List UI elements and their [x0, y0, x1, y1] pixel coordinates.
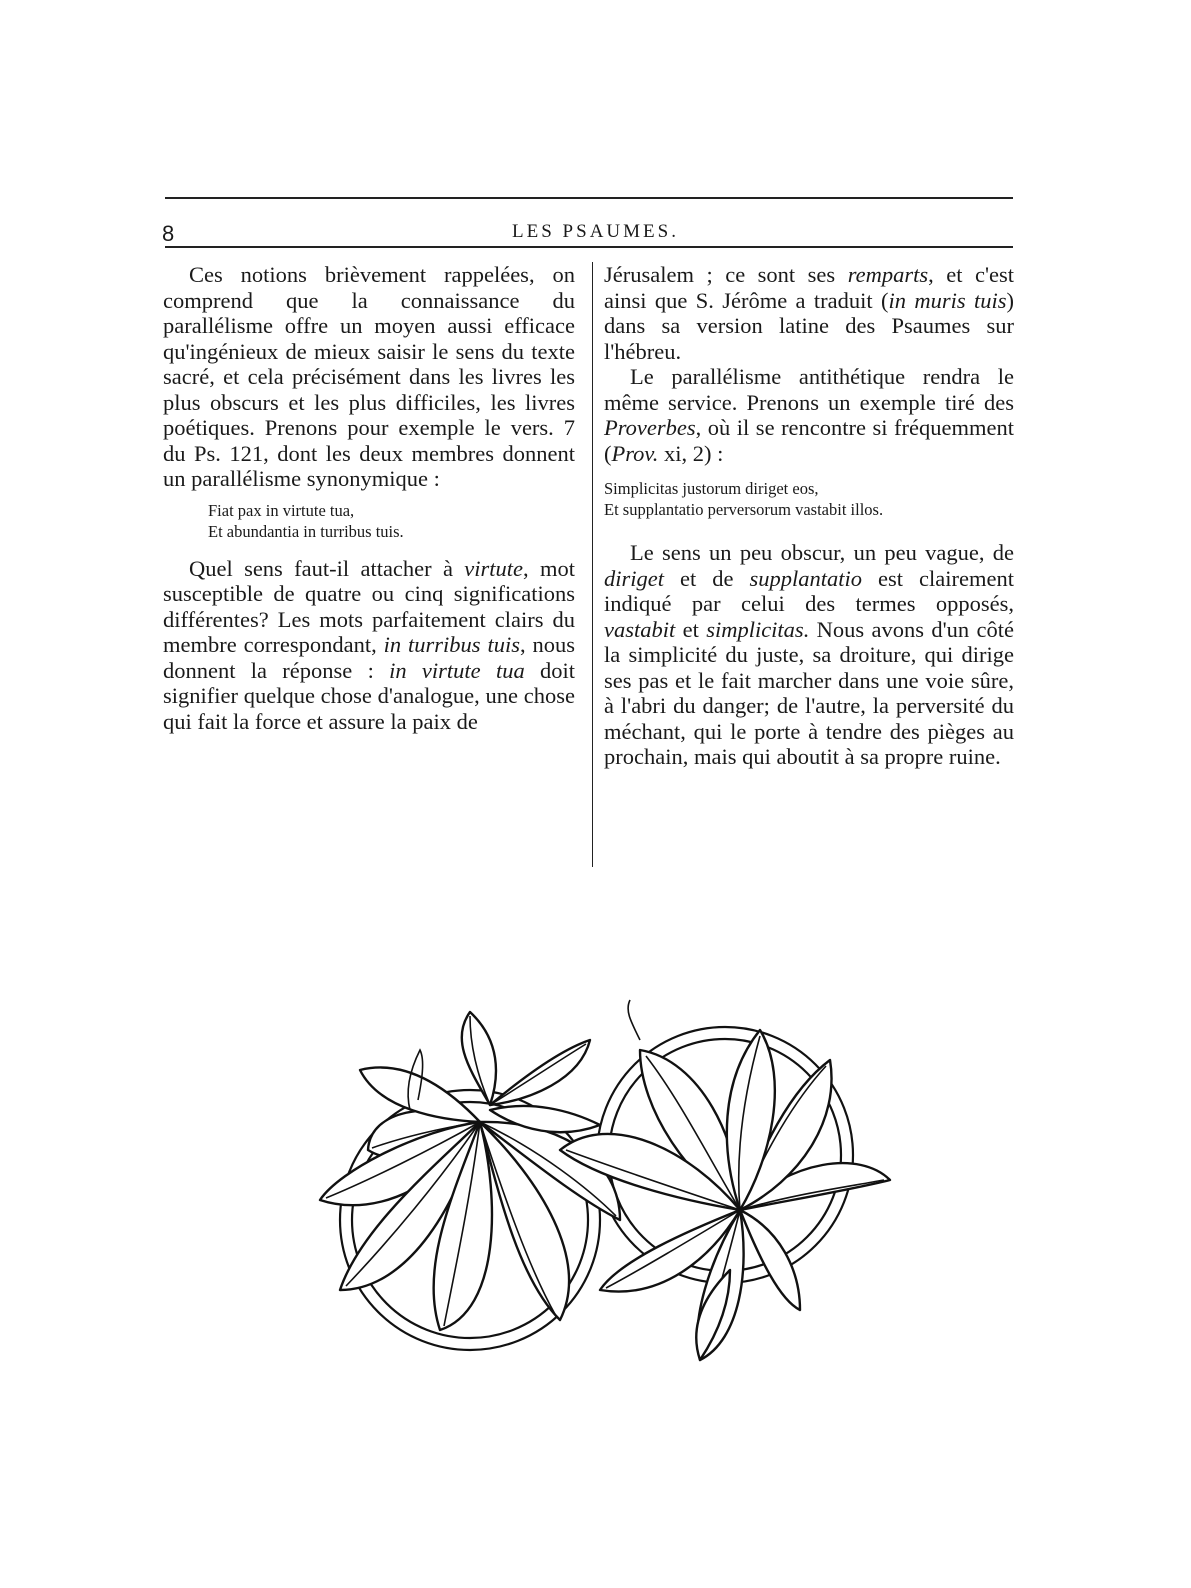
left-latin-quote	[163, 500, 575, 542]
column-divider	[592, 262, 593, 867]
header-rule-bottom	[165, 246, 1013, 248]
header-rule-top	[165, 197, 1013, 199]
left-ring-outer	[340, 1090, 600, 1350]
left-ring-inner	[352, 1102, 588, 1338]
page-number: 8	[162, 221, 175, 246]
left-quote-line-1: Fiat pax in virtute tua,	[208, 500, 355, 520]
left-rosette	[320, 1012, 620, 1330]
left-quote-line-2: Et abundantia in turribus tuis.	[208, 521, 404, 541]
running-title: LES PSAUMES.	[512, 221, 679, 242]
left-paragraph-2: Quel sens faut-il attacher à virtute, mot susceptible de quatre ou cinq significations différentes? Les mots parfaitement clairs du membre correspondant, in turribus tuis, nous donnent la réponse : in virtute tua doit signifier quelque chose d'analogue, une chose qui fait la force et assure la paix de	[163, 555, 575, 734]
right-latin-quote	[604, 478, 1014, 520]
right-rosette	[560, 1000, 890, 1360]
right-paragraph-2: Le parallélisme antithétique rendra le même service. Prenons un exemple tiré des Proverbes, où il se rencontre si fréquemment (Prov. xi, 2) :	[604, 364, 1014, 466]
right-column	[604, 262, 1014, 770]
left-column	[163, 262, 575, 734]
right-ring-outer	[597, 1027, 853, 1283]
right-paragraph-1: Jérusalem ; ce sont ses remparts, et c'est ainsi que S. Jérôme a traduit (in muris tuis) dans sa version latine des Psaumes sur l'hébreu.	[604, 262, 1014, 364]
right-quote-line-1: Simplicitas justorum diriget eos,	[604, 479, 819, 498]
right-quote-line-2: Et supplantatio perversorum vastabit illos.	[604, 500, 884, 519]
right-ring-inner	[609, 1039, 841, 1271]
right-paragraph-3: Le sens un peu obscur, un peu vague, de diriget et de supplantatio est clairement indiqué par celui des termes opposés, vastabit et simplicitas. Nous avons d'un côté la simplicité du juste, sa droiture, qui dirige ses pas et le fait marcher dans une voie sûre, à l'abri du danger; de l'autre, la perversité du méchant, qui le porte à tendre des pièges au prochain, mais qui aboutit à sa propre ruine.	[604, 540, 1014, 769]
left-paragraph-1: Ces notions brièvement rappelées, on comprend que la connaissance du parallélisme offre un moyen aussi efficace qu'ingénieux de mieux saisir le sens du texte sacré, et cela précisément dans les livres les plus obscurs et les plus difficiles, les livres poétiques. Prenons pour exemple le vers. 7 du Ps. 121, dont les deux membres donnent un parallélisme synonymique :	[163, 262, 575, 491]
